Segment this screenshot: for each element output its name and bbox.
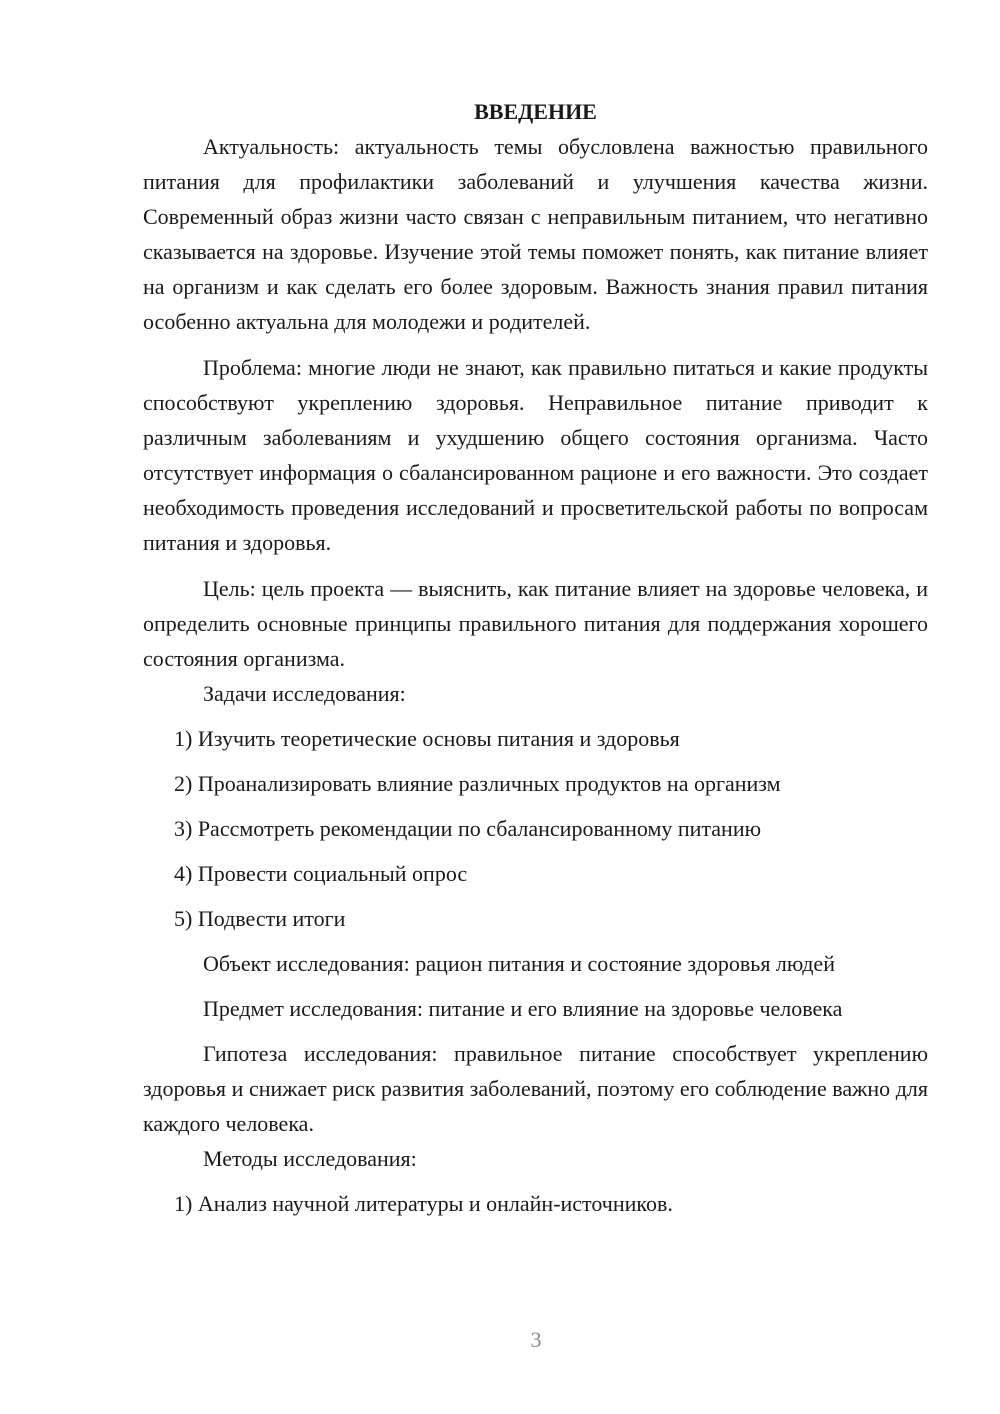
task-item: 4) Провести социальный опрос	[174, 861, 468, 886]
task-item: 3) Рассмотреть рекомендации по сбалансированному питанию	[174, 816, 762, 841]
page-content	[143, 94, 928, 1221]
object-line: Объект исследования: рацион питания и состояние здоровья людей	[203, 951, 835, 976]
relevance-paragraph: Актуальность: актуальность темы обусловлена важностью правильного питания для профилактики заболеваний и улучшения качества жизни. Современный образ жизни часто связан с неправильным питанием, что негативно сказывается на здоровье. Изучение этой темы поможет понять, как питание влияет на организм и как сделать его более здоровым. Важность знания правил питания особенно актуальна для молодежи и родителей.	[143, 134, 928, 334]
method-item: 1) Анализ научной литературы и онлайн-источников.	[174, 1191, 673, 1216]
task-item: 2) Проанализировать влияние различных продуктов на организм	[174, 771, 781, 796]
task-item: 1) Изучить теоретические основы питания и здоровья	[174, 726, 680, 751]
problem-paragraph: Проблема: многие люди не знают, как правильно питаться и какие продукты способствуют укреплению здоровья. Неправильное питание приводит к различным заболеваниям и ухудшению общего состояния организма. Часто отсутствует информация о сбалансированном рационе и его важности. Это создает необходимость проведения исследований и просветительской работы по вопросам питания и здоровья.	[143, 355, 928, 555]
subject-line: Предмет исследования: питание и его влияние на здоровье человека	[203, 996, 843, 1021]
hypothesis-paragraph: Гипотеза исследования: правильное питание способствует укреплению здоровья и снижает риск развития заболеваний, поэтому его соблюдение важно для каждого человека.	[143, 1041, 928, 1136]
tasks-heading: Задачи исследования:	[203, 681, 406, 706]
page-number: 3	[530, 1327, 542, 1352]
page-title: ВВЕДЕНИЕ	[474, 99, 597, 124]
task-item: 5) Подвести итоги	[174, 906, 346, 931]
methods-heading: Методы исследования:	[203, 1146, 417, 1171]
goal-paragraph: Цель: цель проекта — выяснить, как питание влияет на здоровье человека, и определить основные принципы правильного питания для поддержания хорошего состояния организма.	[143, 576, 928, 671]
